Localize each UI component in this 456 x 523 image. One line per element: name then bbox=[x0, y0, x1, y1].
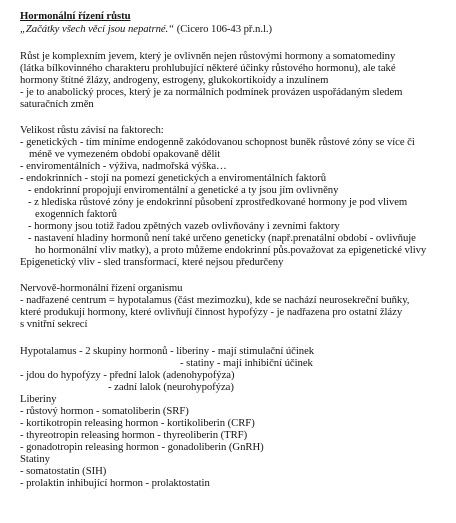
sub-list-item: - endokrinní propojují enviromentální a genetické a ty jsou jím ovlivněny bbox=[28, 184, 339, 196]
list-item-continuation: méně ve vymezeném období opakovaně dělit bbox=[29, 148, 221, 160]
list-item: - jdou do hypofýzy - přední lalok (adenohypofýza) bbox=[20, 369, 235, 381]
section-heading: Nervově-hormonální řízení organismu bbox=[20, 282, 183, 294]
list-item: - somatostatin (SIH) bbox=[20, 465, 107, 477]
paragraph-line: - je to anabolický proces, který je za normálních podmínek provázen uspořádaným sledem bbox=[20, 86, 403, 98]
document-title: Hormonální řízení růstu bbox=[20, 10, 131, 22]
list-item: - thyreotropin releasing hormon - thyreoliberin (TRF) bbox=[20, 429, 248, 441]
sub-list-item-continuation: ho hormonální vliv matky), a proto můžeme endokrinní půs.považovat za epigenetické vlivy bbox=[35, 244, 427, 256]
list-item: - enviromentálních - výživa, nadmořská výška… bbox=[20, 160, 227, 172]
paragraph-line: s vnitřní sekrecí bbox=[20, 318, 88, 330]
paragraph-line: které produkují hormony, které ovlivňují činnost hypofýzy - je nadřazena pro ostatní žlázy bbox=[20, 306, 403, 318]
indented-line: - statiny - mají inhibiční účinek bbox=[180, 357, 313, 369]
paragraph-line: (látka bílkovinného charakteru prohlubující některé účinky růstového hormonu), ale také bbox=[20, 62, 396, 74]
section-heading: Velikost růstu závisí na faktorech: bbox=[20, 124, 164, 136]
quote-source: (Cicero 106-43 př.n.l.) bbox=[174, 23, 273, 35]
section-heading: Liberiny bbox=[20, 393, 57, 405]
paragraph-line: Hypotalamus - 2 skupiny hormonů - liberiny - mají stimulační účinek bbox=[20, 345, 315, 357]
list-item: - endokrinních - stojí na pomezí genetických a enviromentálních faktorů bbox=[20, 172, 326, 184]
cicero-quote bbox=[20, 23, 272, 35]
section-heading: Statiny bbox=[20, 453, 50, 465]
sub-list-item-continuation: exogenních faktorů bbox=[35, 208, 117, 220]
paragraph-line: - nadřazené centrum = hypotalamus (část mezimozku), kde se nachází neurosekreční buňky, bbox=[20, 294, 410, 306]
paragraph-line: Růst je komplexním jevem, který je ovlivněn nejen růstovými hormony a somatomediny bbox=[20, 50, 396, 62]
list-item: - růstový hormon - somatoliberin (SRF) bbox=[20, 405, 189, 417]
paragraph-line: Epigenetický vliv - sled transformací, které nejsou předurčeny bbox=[20, 256, 284, 268]
paragraph-line: saturačních změn bbox=[20, 98, 94, 110]
list-item: - genetických - tím míníme endogenně zakódovanou schopnost buněk růstové zóny se více či bbox=[20, 136, 415, 148]
paragraph-line: hormony štítné žlázy, androgeny, estrogeny, glukokortikoidy a inzulínem bbox=[20, 74, 329, 86]
quote-text: „Začátky všech věcí jsou nepatrné.“ bbox=[20, 23, 175, 35]
indented-line: - zadní lalok (neurohypofýza) bbox=[108, 381, 234, 393]
sub-list-item: - hormony jsou totiž řadou zpětných vazeb ovlivňovány i zevními faktory bbox=[28, 220, 340, 232]
list-item: - prolaktin inhibující hormon - prolaktostatin bbox=[20, 477, 210, 489]
sub-list-item: - nastavení hladiny hormonů není také určeno geneticky (např.prenatální období - ovlivňuje bbox=[28, 232, 416, 244]
list-item: - gonadotropin releasing hormon - gonadoliberin (GnRH) bbox=[20, 441, 264, 453]
list-item: - kortikotropin releasing hormon - kortikoliberin (CRF) bbox=[20, 417, 255, 429]
sub-list-item: - z hlediska růstové zóny je endokrinní působení zprostředkované hormony je pod vlivem bbox=[28, 196, 408, 208]
